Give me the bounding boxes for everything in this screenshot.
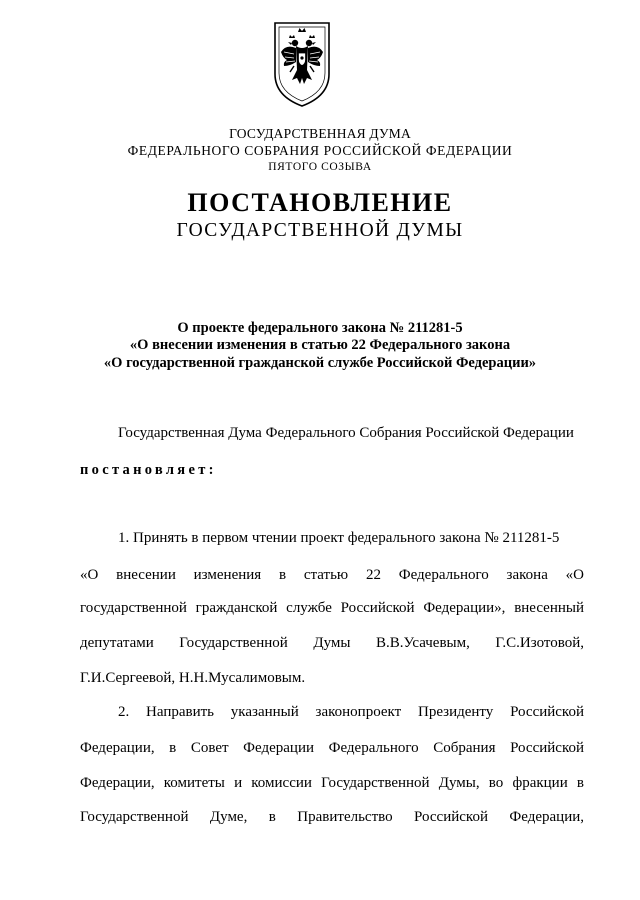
paragraph-1-line: «О внесении изменения в статью 22 Федерального закона «О [80,567,584,583]
subject-line: О проекте федерального закона № 211281-5 [177,320,463,336]
paragraph-2-line: Федерации, комитеты и комиссии Государственной Думы, во фракции в [80,775,584,791]
paragraph-2-line: 2. Направить указанный законопроект Президенту Российской [118,704,584,720]
coat-of-arms-emblem [270,18,334,110]
paragraph-2-line: Государственной Думе, в Правительство Российской Федерации, [80,809,584,825]
paragraph-2-line: Федерации, в Совет Федерации Федерального Собрания Российской [80,740,584,756]
paragraph-1-line: государственной гражданской службе Российской Федерации», внесенный [80,600,584,616]
document-issuer-title: ГОСУДАРСТВЕННОЙ ДУМЫ [176,220,464,241]
subject-line: «О государственной гражданской службе Российской Федерации» [103,355,537,371]
convocation-line: ПЯТОГО СОЗЫВА [268,161,372,173]
org-name-line: ГОСУДАРСТВЕННАЯ ДУМА [229,126,411,141]
preamble-text: Государственная Дума Федерального Собрания Российской Федерации [118,425,574,441]
paragraph-1-line: депутатами Государственной Думы В.В.Усачевым, Г.С.Изотовой, [80,635,584,651]
paragraph-1-line: Г.И.Сергеевой, Н.Н.Мусалимовым. [80,670,306,686]
decree-word: постановляет: [80,462,217,478]
paragraph-1-line: 1. Принять в первом чтении проект федерального закона № 211281-5 [118,530,560,546]
org-name-line: ФЕДЕРАЛЬНОГО СОБРАНИЯ РОССИЙСКОЙ ФЕДЕРАЦИИ [127,143,513,158]
document-type-title: ПОСТАНОВЛЕНИЕ [187,188,453,217]
subject-line: «О внесении изменения в статью 22 Федерального закона [129,337,511,353]
